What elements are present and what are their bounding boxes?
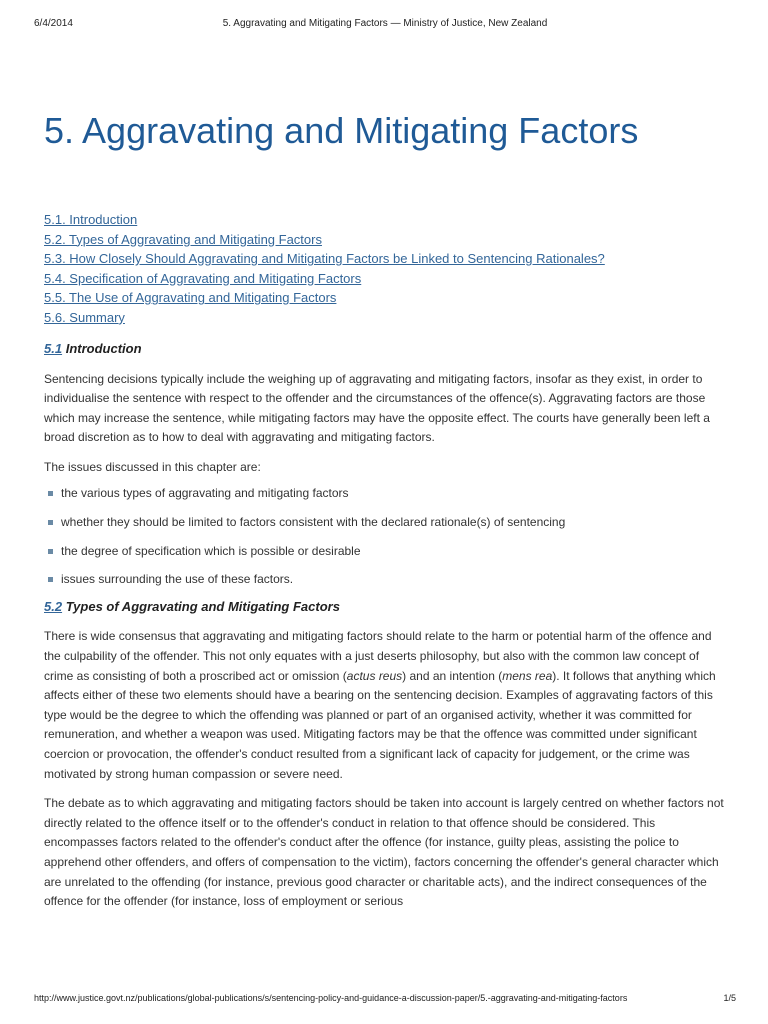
list-item [44, 570, 724, 590]
toc-link-introduction[interactable]: 5.1. Introduction [44, 212, 138, 227]
list-item-text: the various types of aggravating and mitigating factors [61, 485, 349, 500]
list-item-text: issues surrounding the use of these factors. [61, 572, 294, 587]
toc-link-specification[interactable]: 5.4. Specification of Aggravating and Mitigating Factors [44, 270, 362, 286]
print-footer [34, 993, 736, 1007]
paragraph: Sentencing decisions typically include the weighing up of aggravating and mitigating factors, insofar as they exist, in order to individualise the sentence with respect to the offender and the circumstances of the offence(s). Aggravating factors are those which may increase the sentence, while mitigating factors may have the opposite effect. The courts have generally been left a broad discretion as to how to deal with aggravating and mitigating factors. [44, 371, 710, 445]
paragraph [44, 627, 724, 784]
paragraph-text: ). It follows that anything which affects either of these two elements should have a bearing on the sentencing decision. Examples of aggravating factors of this type would be the degree to which the offending was planned or part of an organised activity, whether it was committed for remuneration, and whether a weapon was used. Mitigating factors may be that the offence was committed under significant coercion or provocation, the offender's conduct resulted from a significant lack of capacity for judgement, or the crime was motivated by strong human compassion or severe need. [44, 668, 716, 781]
paragraph-text: ) and an intention ( [402, 668, 503, 683]
table-of-contents [44, 210, 724, 328]
print-header [34, 18, 736, 32]
toc-link-summary[interactable]: 5.6. Summary [44, 309, 125, 325]
section-anchor-link[interactable]: 5.2 [44, 599, 63, 615]
bullet-square-icon [48, 520, 53, 525]
list-item-text: the degree of specification which is possible or desirable [61, 543, 361, 558]
list-item [44, 484, 724, 504]
bullet-square-icon [48, 491, 53, 496]
section-anchor-link[interactable]: 5.1 [44, 340, 63, 356]
main-content [44, 108, 724, 912]
page-number: 1/5 [723, 993, 736, 1003]
print-url: http://www.justice.govt.nz/publications/global-publications/s/sentencing-policy-and-guidance-a-discussion-paper/5.-aggravating-and-mitigating-factors [34, 993, 628, 1003]
print-date: 6/4/2014 [34, 18, 73, 29]
toc-link-types[interactable]: 5.2. Types of Aggravating and Mitigating Factors [44, 231, 322, 247]
list-item [44, 513, 724, 533]
list-item-text: whether they should be limited to factors consistent with the declared rationale(s) of sentencing [61, 514, 566, 529]
bullet-square-icon [48, 549, 53, 554]
list-item [44, 542, 724, 562]
issues-list [44, 484, 724, 591]
latin-term: mens rea [502, 668, 553, 683]
bullet-square-icon [48, 577, 53, 582]
toc-link-use[interactable]: 5.5. The Use of Aggravating and Mitigating Factors [44, 290, 337, 306]
paragraph: The issues discussed in this chapter are: [44, 459, 261, 474]
paragraph-text: There is wide consensus that aggravating and mitigating factors should relate to the harm or potential harm of the offence and the culpability of the offender. This not only equates with a just deserts philosophy, but also with the common law concept of crime as consisting of both a proscribed act or omission ( [44, 629, 712, 683]
section-heading-types [44, 597, 724, 617]
paragraph: The debate as to which aggravating and mitigating factors should be taken into account is largely centred on whether factors not directly related to the offence itself or to the offender's conduct in relation to that offence should be considered. This encompasses factors related to the offender's conduct after the offence (for instance, guilty pleas, assisting the police to apprehend other offenders, and offers of compensation to the victim), factors concerning the offender's general character which are unrelated to the offending (for instance, previous good character or charitable acts), and the indirect consequences of the offence for the offender (for instance, loss of employment or serious [44, 796, 724, 909]
section-heading-text: Types of Aggravating and Mitigating Factors [65, 599, 340, 615]
section-heading-text: Introduction [65, 340, 142, 356]
page-title: 5. Aggravating and Mitigating Factors [44, 110, 639, 151]
latin-term: actus reus [346, 668, 403, 683]
print-page-title: 5. Aggravating and Mitigating Factors — Ministry of Justice, New Zealand [222, 18, 548, 29]
toc-link-linked-rationales[interactable]: 5.3. How Closely Should Aggravating and Mitigating Factors be Linked to Sentencing Rationales? [44, 251, 605, 267]
section-heading-introduction [44, 339, 724, 359]
